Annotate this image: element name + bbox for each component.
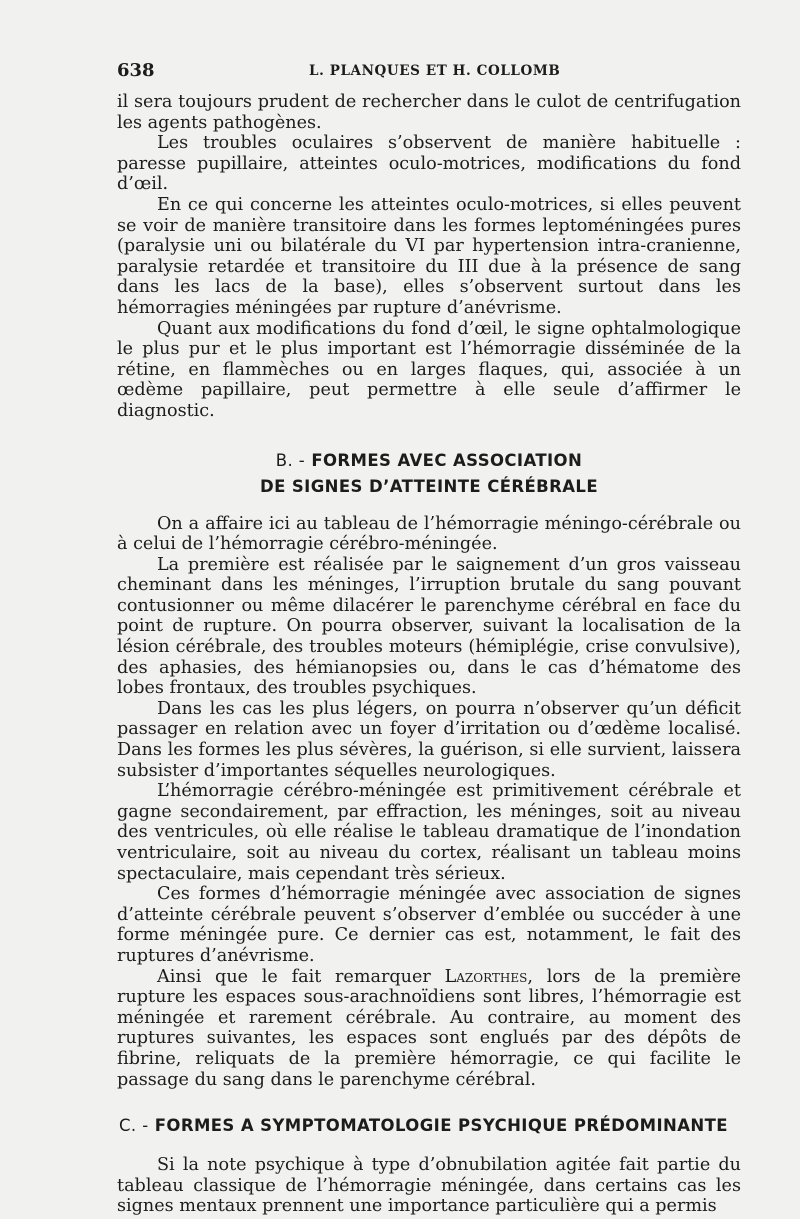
- section-heading-c: [117, 1113, 741, 1139]
- lazorthes-after: , lors de la première rupture les espaces sous-arachnoïdiens sont libres, l’hémorragie est méningée et rarement cérébrale. Au contraire, au moment des ruptures suivantes, les espaces sont englués par des dépôts de fibrine, reliquats de la première hémorragie, ce qui facilite le passage du sang dans le parenchyme cérébral.: [117, 966, 742, 1090]
- paragraph-intro-b: On a affaire ici au tableau de l’hémorragie méningo-cérébrale ou à celui de l’hémorragie cérébro-méningée.: [117, 513, 741, 555]
- section-heading-b: [117, 448, 741, 500]
- paragraph-continued: il sera toujours prudent de rechercher dans le culot de centrifugation les agents pathogènes.: [117, 92, 741, 133]
- section-title-b-line2: DE SIGNES D’ATTEINTE CÉRÉBRALE: [259, 476, 598, 496]
- lazorthes-before: Ainsi que le fait remarquer: [157, 966, 431, 987]
- paragraph-fundus: Quant aux modifications du fond d’œil, le signe ophtalmologique le plus pur et le plus important est l’hémorragie disséminée de la rétine, en flammèches ou en larges flaques, qui, associée à un œdème papillaire, peut permettre à elle seule d’affirmer le diagnostic.: [117, 318, 741, 421]
- running-header: [117, 58, 741, 82]
- section-title-b-line1: FORMES AVEC ASSOCIATION: [311, 450, 583, 470]
- section-title-c: FORMES A SYMPTOMATOLOGIE PSYCHIQUE PRÉDOMINANTE: [154, 1116, 728, 1136]
- section-letter-c: C. -: [119, 1116, 149, 1136]
- paragraph-forms-association: Ces formes d’hémorragie méningée avec association de signes d’atteinte cérébrale peuvent s’observer d’emblée ou succéder à une forme méningée pure. Ce dernier cas est, notamment, le fait des ruptures d’anévrisme.: [117, 884, 741, 966]
- paragraph-lazorthes: [117, 967, 741, 1091]
- paragraph-oculomotor: En ce qui concerne les atteintes oculo-motrices, si elles peuvent se voir de manière transitoire dans les formes leptoméningées pures (paralysie uni ou bilatérale du VI par hypertension intra-cranienne, paralysie retardée et transitoire du III due à la présence de sang dans les lacs de la base), elles s’observent surtout dans les hémorragies méningées par rupture d’anévrisme.: [117, 194, 741, 318]
- paragraph-cerebro-meningeal: L’hémorragie cérébro-méningée est primitivement cérébrale et gagne secondairement, par effraction, les méninges, soit au niveau des ventricules, où elle réalise le tableau dramatique de l’inondation ventriculaire, soit au niveau du cortex, réalisant un tableau moins spectaculaire, mais cependant très sérieux.: [117, 781, 741, 884]
- section-letter-b: B. -: [275, 450, 306, 470]
- paragraph-mild-cases: Dans les cas les plus légers, on pourra n’observer qu’un déficit passager en relation avec un foyer d’irritation ou d’œdème localisé. Dans les formes les plus sévères, la guérison, si elle survient, laissera subsister d’importantes séquelles neurologiques.: [117, 698, 741, 781]
- paragraph-meningo-cerebral: La première est réalisée par le saignement d’un gros vaisseau cheminant dans les méninges, l’irruption brutale du sang pouvant contusionner ou même dilacérer le parenchyme cérébral en face du point de rupture. On pourra observer, suivant la localisation de la lésion cérébrale, des troubles moteurs (hémiplégie, crise convulsive), des aphasies, des hémianopsies ou, dans le cas d’hématome des lobes frontaux, des troubles psychiques.: [117, 554, 741, 699]
- running-head-authors: L. PLANQUES ET H. COLLOMB: [309, 63, 561, 79]
- page-number: 638: [117, 60, 155, 81]
- paragraph-psychic-note: Si la note psychique à type d’obnubilation agitée fait partie du tableau classique de l’hémorragie méningée, dans certains cas les signes mentaux prennent une importance particulière qui a permis: [117, 1155, 741, 1217]
- paragraph-ocular-troubles: Les troubles oculaires s’observent de manière habituelle : paresse pupillaire, atteintes oculo-motrices, modifications du fond d’œil.: [117, 133, 741, 195]
- page-body: [117, 92, 741, 1217]
- author-name-lazorthes: Lazorthes: [444, 966, 528, 987]
